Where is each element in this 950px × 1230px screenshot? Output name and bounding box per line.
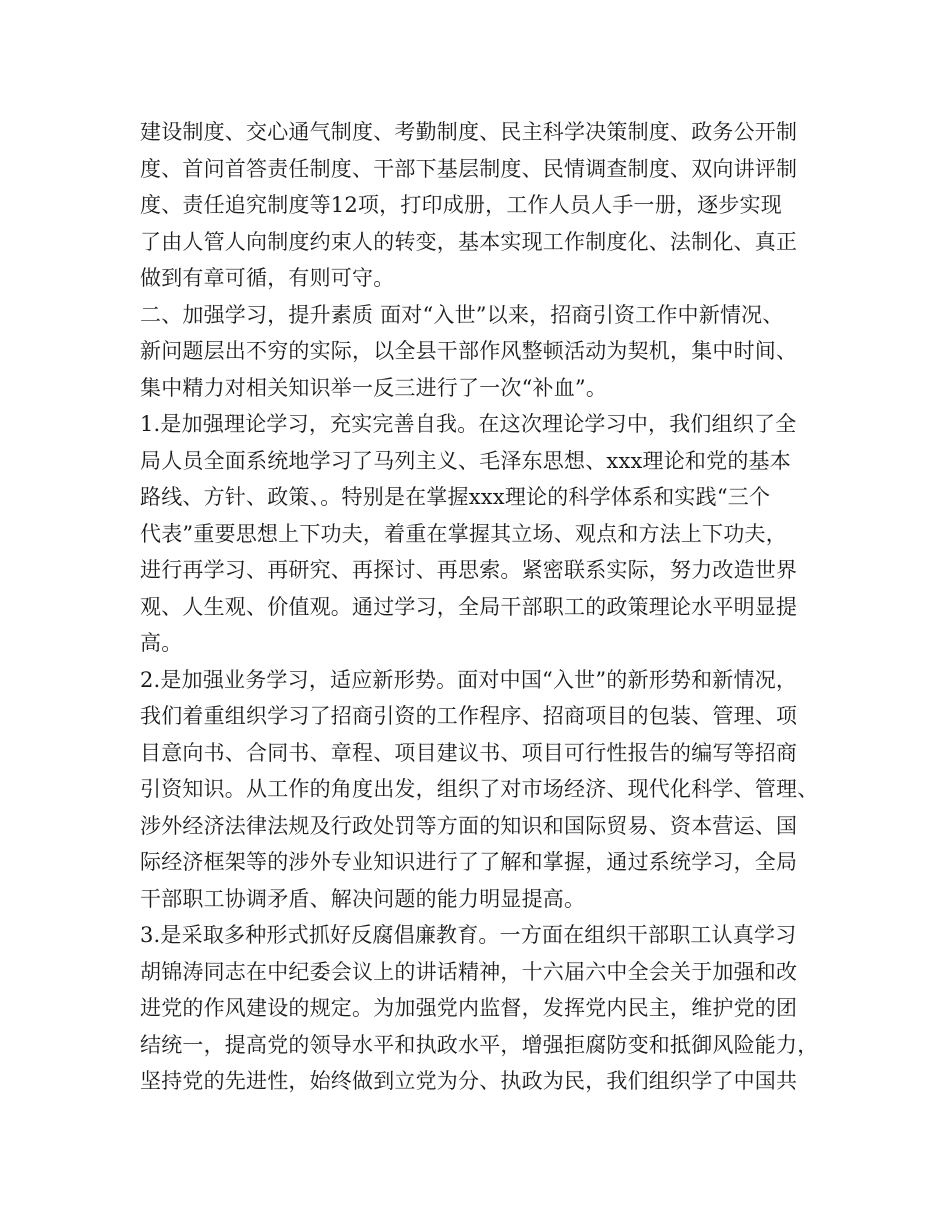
text-line: 度、责任追究制度等12项，打印成册，工作人员人手一册，逐步实现 <box>140 193 782 217</box>
list-item-1-line: 1.是加强理论学习，充实完善自我。在这次理论学习中，我们组织了全 <box>140 412 797 436</box>
text-line: 新问题层出不穷的实际，以全县干部作风整顿活动为契机，集中时间、 <box>140 339 798 363</box>
text-line: 涉外经济法律法规及行政处罚等方面的知识和国际贸易、资本营运、国 <box>140 813 798 838</box>
section-heading-line: 二、加强学习，提升素质 面对“入世”以来，招商引资工作中新情况、 <box>140 302 784 327</box>
text-line: 度、首问首答责任制度、干部下基层制度、民情调查制度、双向讲评制 <box>140 156 798 181</box>
text-line: 进行再学习、再研究、再探讨、再思索。紧密联系实际，努力改造世界 <box>140 558 798 582</box>
list-item-2-line: 2.是加强业务学习，适应新形势。面对中国“入世”的新形势和新情况， <box>140 667 798 692</box>
text-line: 集中精力对相关知识举一反三进行了一次“补血”。 <box>140 375 608 400</box>
text-line: 观、人生观、价值观。通过学习，全局干部职工的政策理论水平明显提 <box>140 594 798 619</box>
text-line: 我们着重组织学习了招商引资的工作程序、招商项目的包装、管理、项 <box>140 704 798 728</box>
document-body <box>140 114 840 1100</box>
text-line: 了由人管人向制度约束人的转变，基本实现工作制度化、法制化、真正 <box>140 229 798 254</box>
text-line: 路线、方针、政策、。特别是在掌握xxx理论的科学体系和实践“三个 <box>140 485 771 509</box>
text-line: 引资知识。从工作的角度出发，组织了对市场经济、现代化科学、管理、 <box>140 777 819 801</box>
text-line: 高。 <box>140 631 183 655</box>
text-line: 做到有章可循，有则可守。 <box>140 266 395 290</box>
text-line: 干部职工协调矛盾、解决问题的能力明显提高。 <box>140 886 586 911</box>
text-line: 进党的作风建设的规定。为加强党内监督，发挥党内民主，维护党的团 <box>140 996 798 1020</box>
text-line: 建设制度、交心通气制度、考勤制度、民主科学决策制度、政务公开制 <box>140 120 798 144</box>
text-line: 际经济框架等的涉外专业知识进行了了解和掌握，通过系统学习，全局 <box>140 850 798 874</box>
text-line: 代表”重要思想上下功夫，着重在掌握其立场、观点和方法上下功夫， <box>140 521 787 546</box>
text-line: 目意向书、合同书、章程、项目建议书、项目可行性报告的编写等招商 <box>140 740 798 765</box>
text-line: 胡锦涛同志在中纪委会议上的讲话精神，十六届六中全会关于加强和改 <box>140 959 798 984</box>
list-item-3-line: 3.是采取多种形式抓好反腐倡廉教育。一方面在组织干部职工认真学习 <box>140 923 797 947</box>
text-line: 局人员全面系统地学习了马列主义、毛泽东思想、xxx理论和党的基本 <box>140 448 791 473</box>
text-line: 结统一，提高党的领导水平和执政水平，增强拒腐防变和抵御风险能力， <box>140 1032 819 1057</box>
text-line: 坚持党的先进性，始终做到立党为分、执政为民，我们组织学了中国共 <box>140 1069 798 1093</box>
